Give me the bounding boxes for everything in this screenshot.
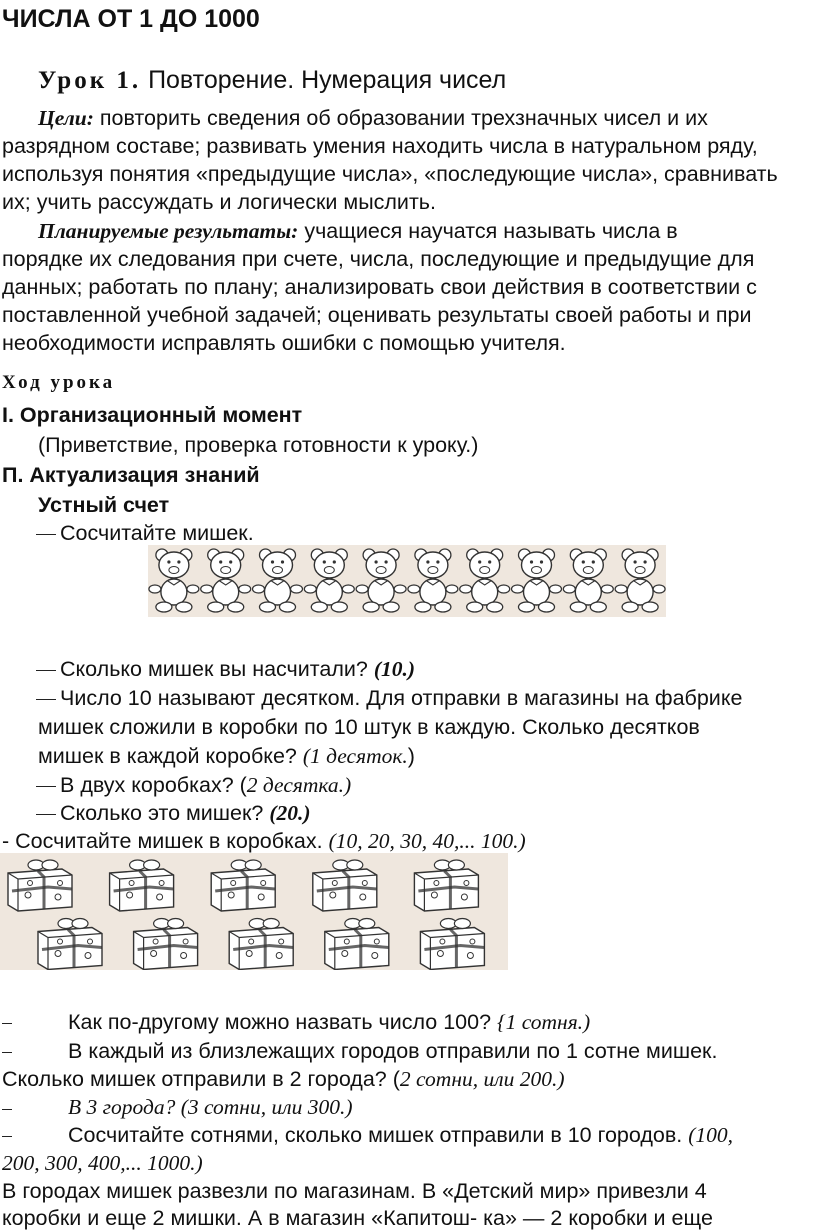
answer-text: (1 десяток. [302, 744, 408, 768]
question-text: Сосчитайте мишек. [60, 521, 254, 545]
dash [2, 1136, 12, 1137]
question-text: В двух коробках? ( [60, 773, 247, 797]
question-text: В 3 города? (3 сотни, или 300.) [68, 1095, 353, 1119]
answer-text: 2 десятка.) [246, 773, 352, 797]
goals-line-3: используя понятия «предыдущие числа», «последующие числа», сравнивать [2, 162, 778, 186]
gift-box-icon [110, 860, 174, 911]
dash [2, 1109, 12, 1110]
question-ten-cities-line-2: 200, 300, 400,... 1000.) [2, 1151, 203, 1175]
section2-heading: П. Актуализация знаний [2, 463, 260, 487]
section1-heading: I. Организационный момент [2, 403, 303, 427]
question-ten-line-1 [36, 684, 742, 712]
question-ten-line-2: мишек сложили в коробки по 10 штук в каждую. Сколько десятков [38, 715, 700, 739]
answer-text: (100, [688, 1123, 734, 1147]
oral-count-heading: Устный счет [38, 493, 170, 517]
question-hundred [2, 1008, 590, 1036]
goals-line-4: их; учить рассуждать и логически мыслить. [2, 190, 436, 214]
question-count-boxes [2, 827, 526, 855]
question-three-cities [2, 1093, 353, 1121]
chapter-title: ЧИСЛА ОТ 1 ДО 1000 [2, 5, 260, 33]
question-count-bears [36, 519, 254, 547]
answer-text: (10.) [373, 657, 416, 681]
question-text: Сколько это мишек? [60, 801, 264, 825]
bear-icon [563, 549, 613, 612]
lesson-label: Урок 1. [38, 67, 142, 94]
goals-label: Цели: [38, 106, 94, 130]
bear-icon [253, 549, 303, 612]
question-cities-line-1 [2, 1037, 717, 1065]
results-line-4: поставленной учебной задачей; оценивать результаты своей работы и при [2, 303, 752, 327]
bear-icon [460, 549, 510, 612]
paragraph-line-2: коробки и еще 2 мишки. А в магазин «Капитош- ка» — 2 коробки и еще [2, 1206, 713, 1230]
goals-line-2: разрядном составе; развивать умения находить числа в натуральном ряду, [2, 134, 758, 158]
dash [36, 534, 56, 535]
question-text: В каждый из близлежащих городов отправили по 1 сотне мишек. [68, 1039, 718, 1063]
answer-text: {1 сотня.) [497, 1010, 591, 1034]
dash [36, 670, 56, 671]
bear-icon [615, 549, 665, 612]
question-text: Как по-другому можно назвать число 100? [68, 1010, 492, 1034]
question-two-boxes [36, 771, 351, 799]
question-text: Сколько мишек отправили в 2 города? ( [2, 1067, 400, 1091]
bear-icon [356, 549, 406, 612]
gift-box-icon [325, 919, 389, 970]
course-heading: Ход урока [2, 372, 116, 393]
gift-box-icon [211, 860, 275, 911]
answer-close: ) [407, 744, 415, 768]
answer-text: (20.) [269, 801, 311, 825]
results-line-1 [38, 217, 678, 245]
question-text: - Сосчитайте мишек в коробках. [2, 829, 323, 853]
gift-box-icon [8, 860, 72, 911]
paragraph-line-1: В городах мишек развезли по магазинам. В «Детский мир» привезли 4 [2, 1179, 707, 1203]
question-text: Сосчитайте сотнями, сколько мишек отправили в 10 городов. [68, 1123, 683, 1147]
results-label: Планируемые результаты: [38, 219, 299, 243]
gift-box-icon [313, 860, 377, 911]
dash [36, 786, 56, 787]
gift-boxes-image [0, 853, 508, 970]
dash [2, 1023, 12, 1024]
bear-icon [149, 549, 199, 612]
bears-illustration [148, 545, 666, 617]
lesson-heading [38, 64, 506, 97]
bear-icon [408, 549, 458, 612]
question-ten-cities-line-1 [2, 1121, 733, 1149]
results-line-2: порядке их следования при счете, числа, последующие и предыдущие для [2, 247, 755, 271]
answer-text: 2 сотни, или 200.) [399, 1067, 565, 1091]
gift-box-icon [229, 919, 293, 970]
gift-box-icon [414, 860, 478, 911]
results-line-5: необходимости исправлять ошибки с помощью учителя. [2, 331, 566, 355]
question-ten-line-3 [38, 742, 415, 770]
gift-box-icon [134, 919, 198, 970]
gift-box-icon [420, 919, 484, 970]
question-text: Число 10 называют десятком. Для отправки в магазины на фабрике [60, 686, 743, 710]
bear-icon [512, 549, 562, 612]
question-cities-line-2 [2, 1065, 565, 1093]
bears-image [148, 545, 666, 617]
bear-icon [201, 549, 251, 612]
results-text: учащиеся научатся называть числа в [304, 219, 678, 243]
gift-boxes-illustration [0, 853, 508, 970]
bear-icon [304, 549, 354, 612]
gift-box-icon [38, 919, 102, 970]
answer-text: (10, 20, 30, 40,... 100.) [328, 829, 526, 853]
dash [36, 814, 56, 815]
dash [36, 699, 56, 700]
dash [2, 1052, 12, 1053]
goals-text: повторить сведения об образовании трехзначных чисел и их [99, 106, 708, 130]
lesson-topic: Повторение. Нумерация чисел [148, 66, 507, 94]
question-how-many [36, 655, 415, 683]
question-text: мишек в каждой коробке? [38, 744, 297, 768]
section1-text: (Приветствие, проверка готовности к уроку.) [38, 433, 479, 457]
results-line-3: данных; работать по плану; анализировать свои действия в соответствии с [2, 275, 757, 299]
question-how-many-bears [36, 799, 311, 827]
question-text: Сколько мишек вы насчитали? [60, 657, 368, 681]
goals-line-1 [38, 104, 708, 132]
